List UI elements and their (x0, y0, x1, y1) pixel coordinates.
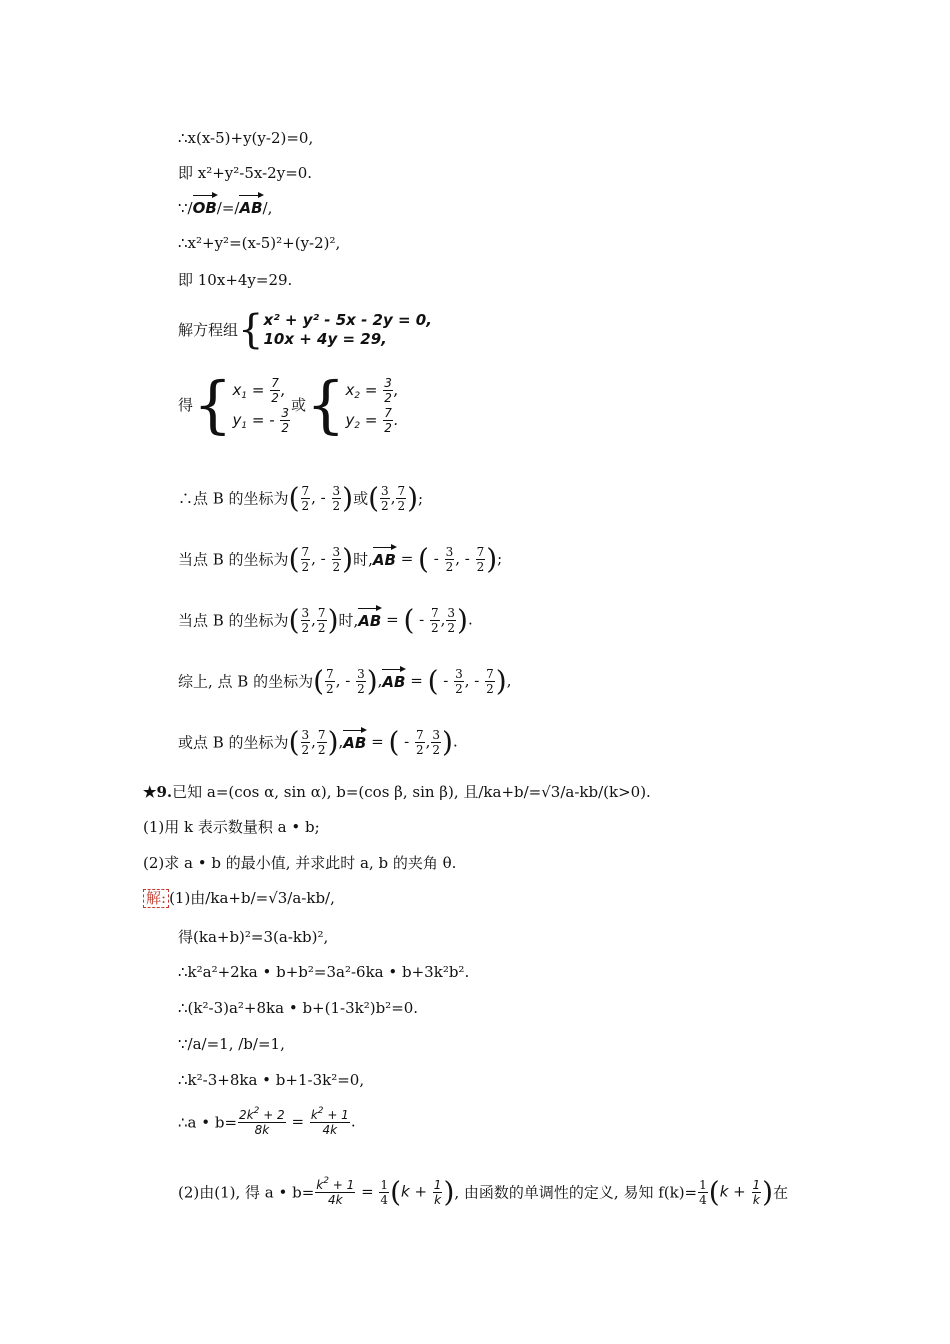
line-case-one: 当点 B 的坐标为( $\frac{7}{2}$ , - $\frac{3}{2}$ )时,AB = ( - $\frac{3}{2}$ , - $\frac{7}{2}$ ); (178, 542, 503, 576)
line-case-two: 当点 B 的坐标为( $\frac{3}{2}$ , $\frac{7}{2}$ )时,AB = ( - $\frac{7}{2}$ , $\frac{3}{2}$ ). (178, 603, 473, 637)
line-summary: 综上, 点 B 的坐标为( $\frac{7}{2}$ , - $\frac{3}{2}$ ),AB = ( - $\frac{3}{2}$ , - $\frac{7}{2}$ ), (178, 664, 512, 698)
line-orthogonal-condition: ∴x(x-5)+y(y-2)=0, (178, 129, 314, 147)
solution-tag: 解: (143, 889, 169, 908)
problem-9-part1: (1)用 k 表示数量积 a • b; (143, 818, 320, 836)
solution-line-8: (2)由(1), 得 a • b= $\frac{k^2 + 1}{4k}$ = $\frac{1}{4}$ (k + $\frac{1}{k}$ ), 由函数的单调性的定义, 易知 f(k)= $\frac{1}{4}$ (k + $\frac{1}{k}$ )在 (178, 1175, 789, 1209)
solution-line-5: ∵/a/=1, /b/=1, (178, 1035, 285, 1053)
line-distance-equation: ∴x²+y²=(x-5)²+(y-2)², (178, 234, 341, 252)
solution-line-7: ∴a • b= $\frac{2k^2 + 2}{8k}$ = $\frac{k^2 + 1}{4k}$ . (178, 1106, 356, 1137)
line-solutions: 得{ $x_1$ = $\frac{7}{2}$ , $y_1$ = - $\frac{3}{2}$ 或{ $x_2$ = $\frac{3}{2}$ , $y_2$ = $\frac{7}{2}$ . (178, 368, 399, 441)
line-solve-system: 解方程组{ x² + y² - 5x - 2y = 0, 10x + 4y = 29, (178, 307, 432, 353)
line-point-b-coordinates: ∴点 B 的坐标为( $\frac{7}{2}$ , - $\frac{3}{2}$ )或( $\frac{3}{2}$ , $\frac{7}{2}$ ); (178, 481, 424, 515)
solution-line-2: 得(ka+b)²=3(a-kb)², (178, 928, 329, 946)
solution-line-4: ∴(k²-3)a²+8ka • b+(1-3k²)b²=0. (178, 999, 419, 1017)
line-magnitude-equal: ∵/OB/=/AB/, (178, 199, 273, 217)
solution-line-1: 解: (1)由/ka+b/=√3/a-kb/, (143, 888, 335, 908)
problem-9-part2: (2)求 a • b 的最小值, 并求此时 a, b 的夹角 θ. (143, 854, 457, 872)
line-linear-equation: 即 10x+4y=29. (178, 271, 293, 289)
solution-line-6: ∴k²-3+8ka • b+1-3k²=0, (178, 1071, 365, 1089)
line-summary-alt: 或点 B 的坐标为( $\frac{3}{2}$ , $\frac{7}{2}$ ),AB = ( - $\frac{7}{2}$ , $\frac{3}{2}$ ). (178, 725, 458, 759)
problem-9-stem: ★9.已知 a=(cos α, sin α), b=(cos β, sin β), 且/ka+b/=√3/a-kb/(k>0). (143, 783, 651, 801)
line-circle-equation: 即 x²+y²-5x-2y=0. (178, 164, 313, 182)
solution-line-3: ∴k²a²+2ka • b+b²=3a²-6ka • b+3k²b². (178, 963, 470, 981)
